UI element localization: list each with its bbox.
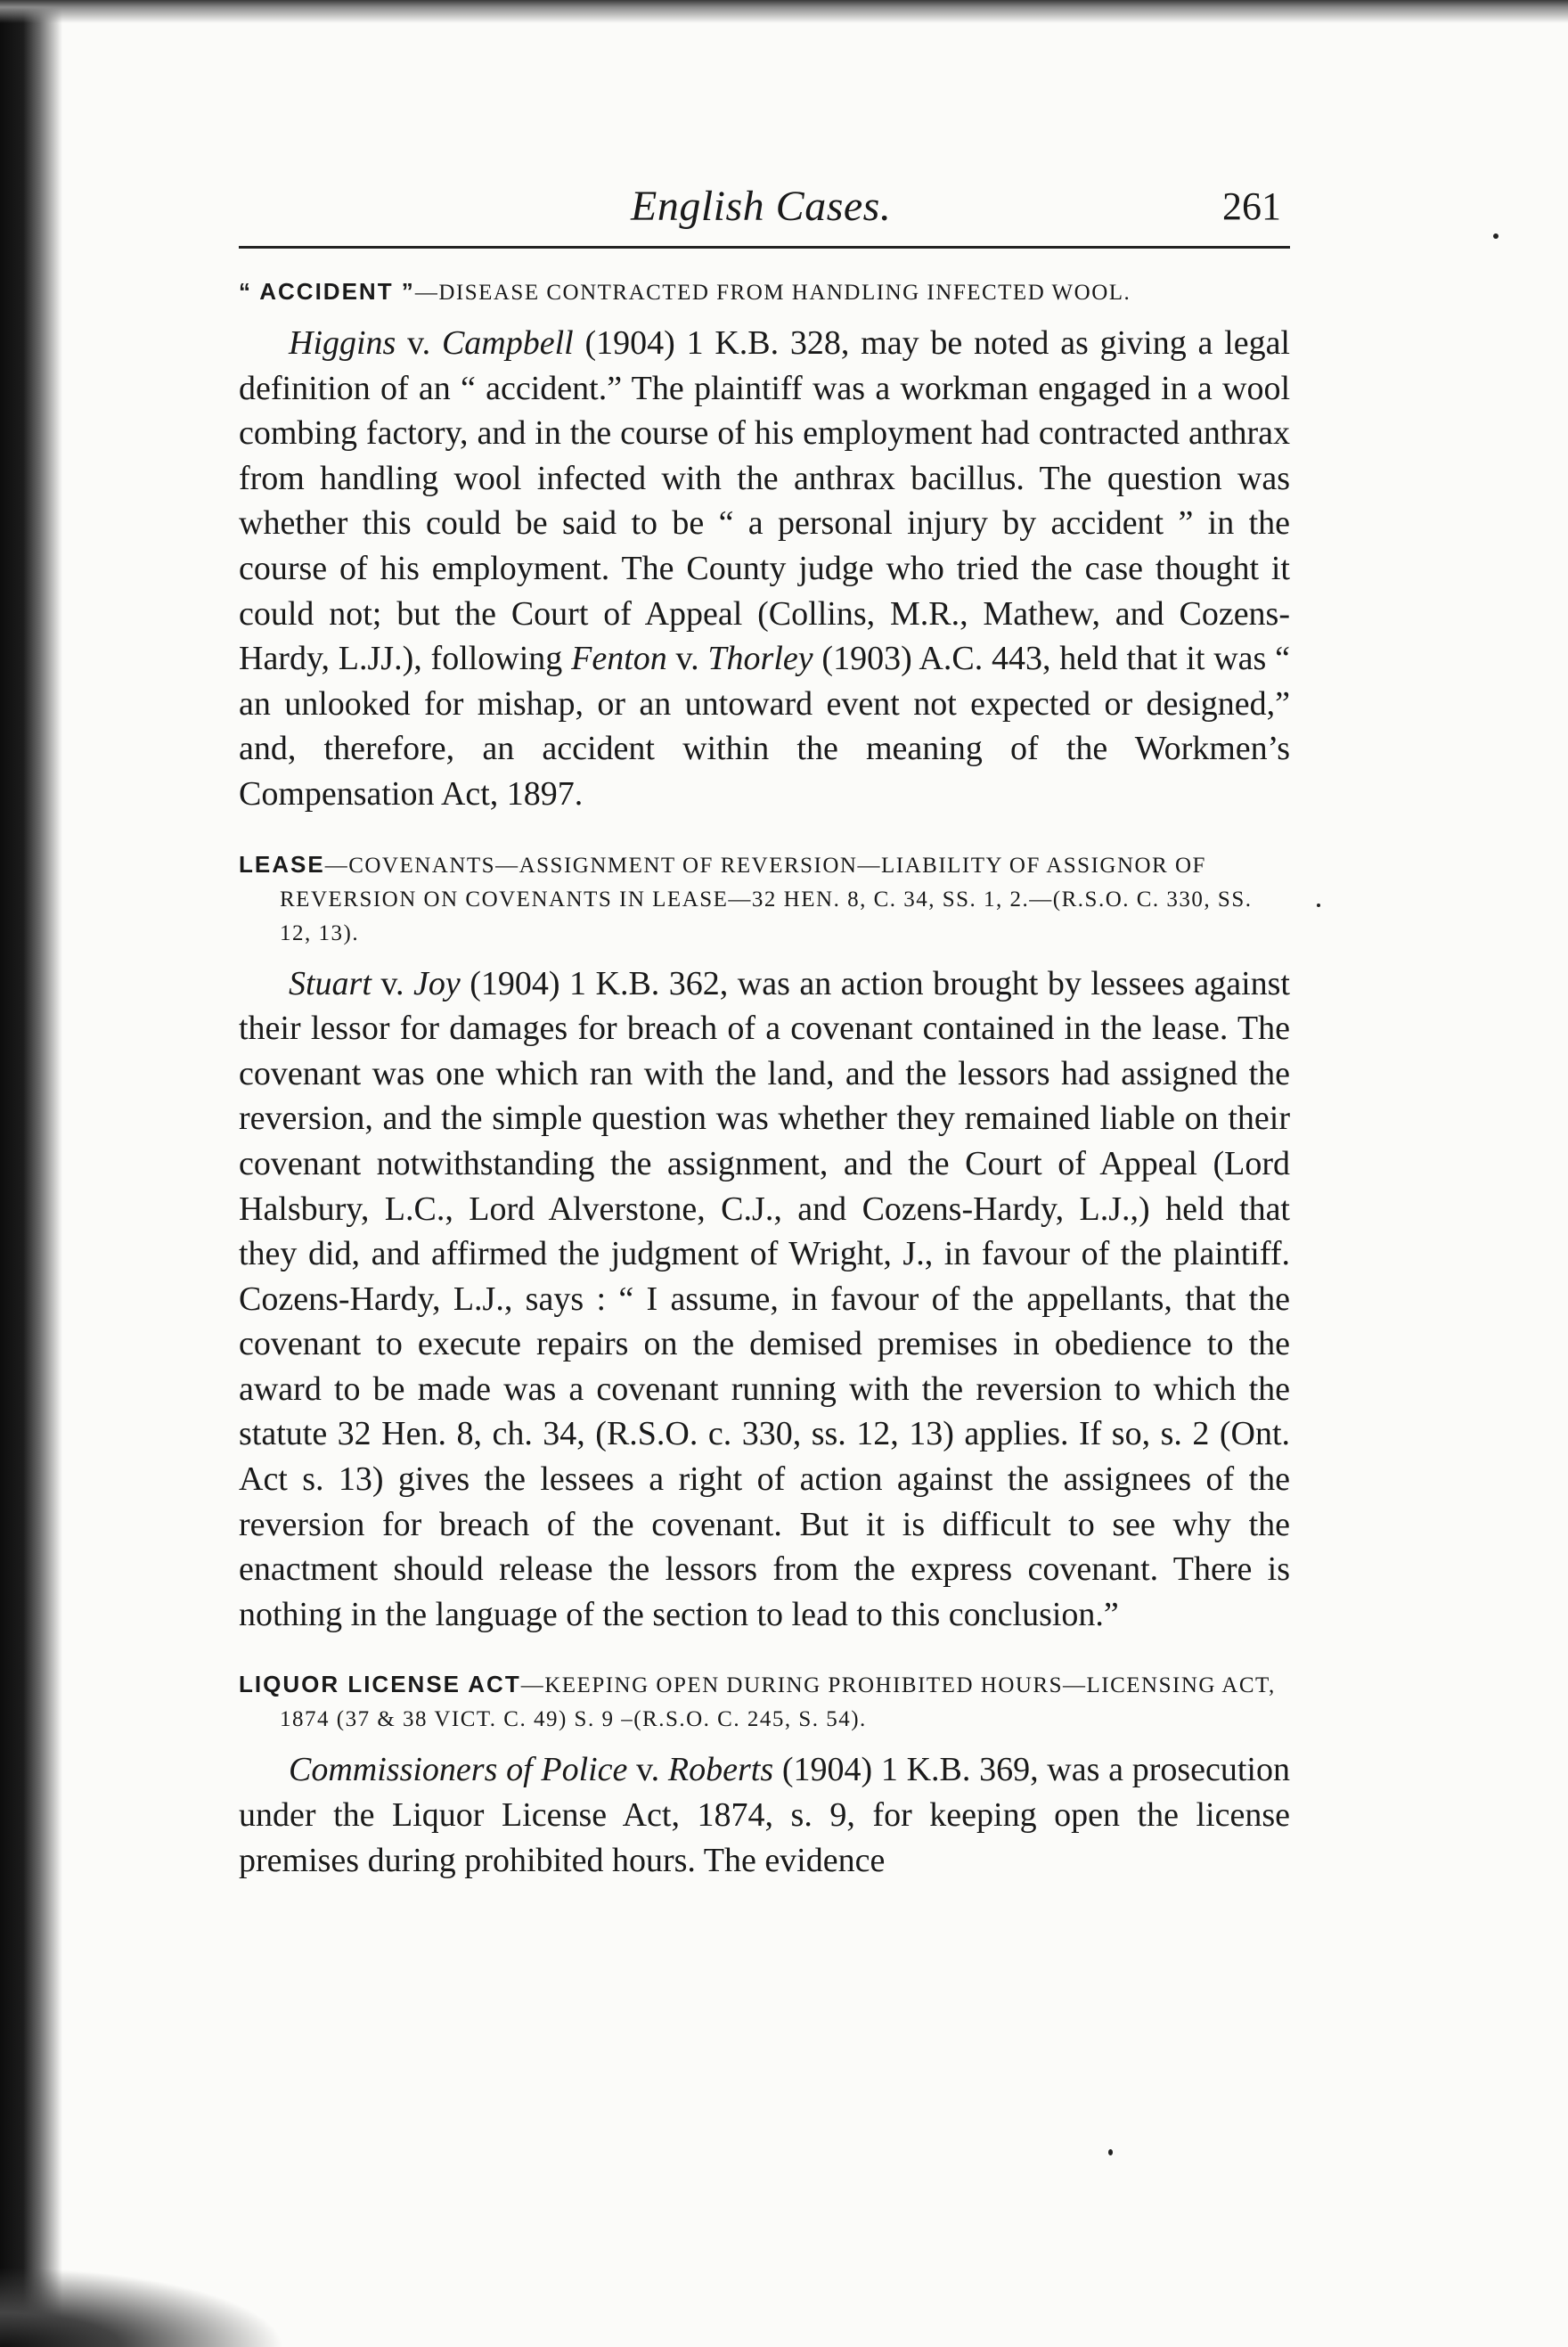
cited-case-name-2: Thorley [707,640,813,678]
page-number: 261 [1222,184,1281,228]
heading-subjects: —DISEASE CONTRACTED FROM HANDLING INFECTED WOOL. [414,281,1131,305]
case-paragraph [239,1747,1290,1883]
section-accident [239,274,1290,817]
heading-keyword: LIQUOR LICENSE ACT [239,1671,521,1698]
case-text-2: (1903) A.C. 443, held that it was “ an unlooked for mishap, or an untoward event not expected or designed,” and, therefore, an accident within the meaning of the Workmen’s Compensation Act, 1897. [239,640,1290,813]
scan-speck [1493,233,1499,239]
section-lease [239,847,1290,1638]
header-rule [239,246,1290,249]
heading-keyword: LEASE [239,850,325,878]
scan-edge-shadow-bottom [0,2267,285,2347]
scan-speck [1108,2149,1113,2155]
case-name-2: Roberts [667,1751,774,1789]
heading-keyword: “ ACCIDENT ” [239,278,415,305]
heading-subjects: —KEEPING OPEN DURING PROHIBITED HOURS—LICENSING ACT, 1874 (37 & 38 VICT. C. 49) S. 9 –(R.S.O. C. 245, S. 54). [280,1673,1276,1732]
section-heading [239,274,1290,310]
case-versus: v. [396,324,442,362]
section-heading [239,1667,1290,1737]
case-name: Commissioners of Police [289,1751,628,1789]
case-text: (1904) 1 K.B. 328, may be noted as giving a legal definition of an “ accident.” The plaintiff was a workman engaged in a wool combing factory, and in the course of his employment had contracted anthrax from handling wool infected with the anthrax bacillus. The question was whether this could be said to be “ a personal injury by accident ” in the course of his employment. The County judge who tried the case thought it could not; but the Court of Appeal (Collins, M.R., Mathew, and Cozens-Hardy, L.JJ.), following [239,324,1290,678]
page-header [239,175,1290,246]
case-text: (1904) 1 K.B. 369, was a prosecution under the Liquor License Act, 1874, s. 9, for keeping open the license premises during prohibited hours. The evidence [239,1751,1290,1879]
case-paragraph [239,961,1290,1638]
heading-subjects: —COVENANTS—ASSIGNMENT OF REVERSION—LIABILITY OF ASSIGNOR OF REVERSION ON COVENANTS IN LEASE—32 HEN. 8, C. 34, SS. 1, 2.—(R.S.O. C. 330, SS. 12, 13). [280,853,1253,945]
case-text: (1904) 1 K.B. 362, was an action brought by lessees against their lessor for damages for breach of a covenant contained in the lease. The covenant was one which ran with the land, and the lessors had assigned the reversion, and the simple question was whether they remained liable on their covenant notwithstanding the assignment, and the Court of Appeal (Lord Halsbury, L.C., Lord Alverstone, C.J., and Cozens-Hardy, L.J.,) held that they did, and affirmed the judgment of Wright, J., in favour of the plaintiff. Cozens-Hardy, L.J., says : “ I assume, in favour of the appellants, that the covenant to execute repairs on the demised premises in obedience to the award to be made was a covenant running with the reversion to which the statute 32 Hen. 8, ch. 34, (R.S.O. c. 330, ss. 12, 13) applies. If so, s. 2 (Ont. Act s. 13) gives the lessees a right of action against the assignees of the reversion for breach of the covenant. But it is difficult to see why the enactment should release the lessors from the express covenant. There is nothing in the language of the section to lead to this conclusion.” [239,964,1290,1633]
section-heading [239,847,1290,951]
case-name: Stuart [289,964,372,1002]
section-liquor-license-act [239,1667,1290,1883]
case-versus: v. [371,964,413,1002]
case-paragraph [239,321,1290,817]
case-name: Higgins [289,324,396,362]
cited-case-name: Fenton [571,640,667,678]
case-name-2: Campbell [441,324,574,362]
case-versus: v. [627,1751,668,1789]
scan-edge-shadow-top [0,0,1568,23]
scan-edge-shadow-left [0,0,62,2347]
case-name-2: Joy [412,964,461,1002]
cited-case-versus: v. [666,640,708,678]
page-body [239,274,1290,1883]
running-title: English Cases. [631,183,892,230]
scan-speck [1317,904,1320,907]
